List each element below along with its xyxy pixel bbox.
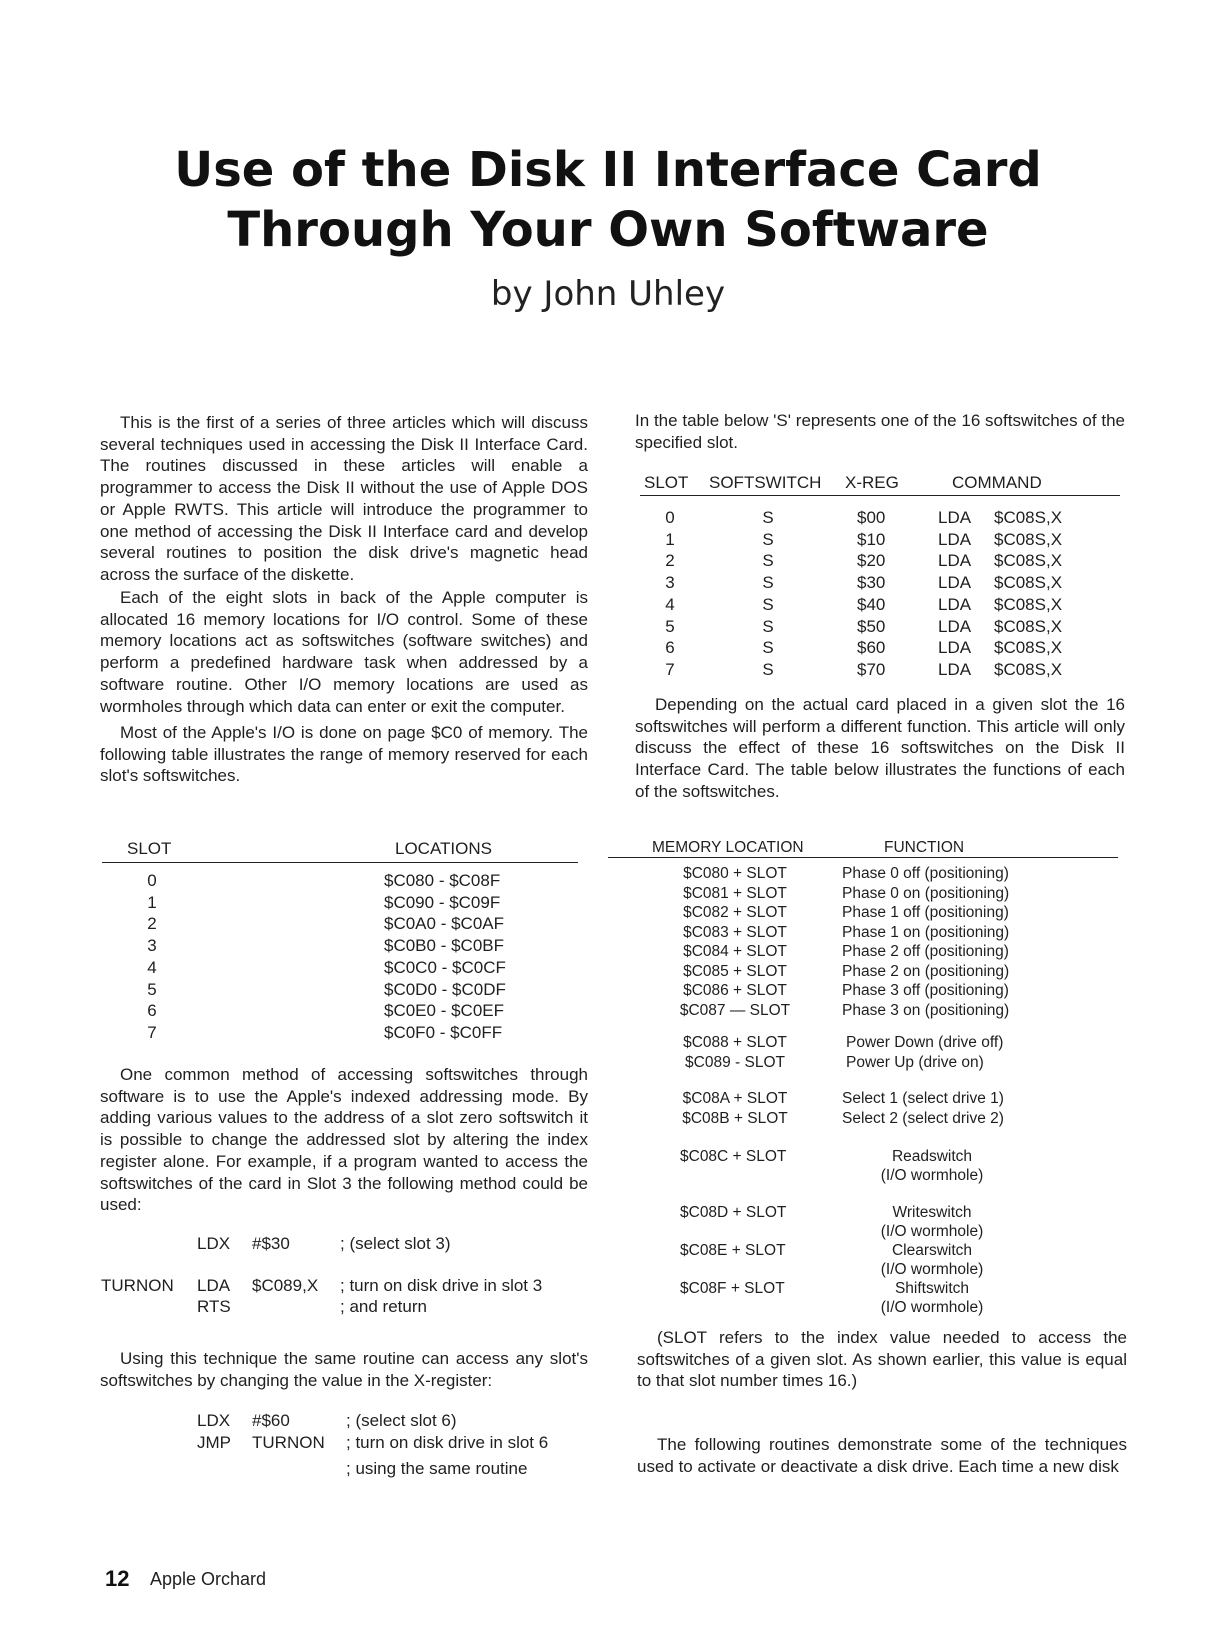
softswitch-slot-cell: 2 xyxy=(665,551,675,571)
clearswitch-name: Clearswitch xyxy=(891,1242,973,1259)
locations-slot-cell: 4 xyxy=(147,957,157,977)
softswitch-op-cell: LDA xyxy=(938,638,972,658)
softswitch-s-cell: S xyxy=(762,638,774,658)
softswitch-xreg-cell: $10 xyxy=(857,529,886,549)
phase-function-cell: Phase 0 on (positioning) xyxy=(842,884,1010,902)
technique-paragraph: Using this technique the same routine can access any slot's softswitches by changing the value in the X-register: xyxy=(100,1349,588,1390)
code2-comment: ; (select slot 6) xyxy=(346,1411,457,1430)
page-c0-paragraph: Most of the Apple's I/O is done on page $C0 of memory. The following table illustrates the range of memory reserved for each slot's softswitches. xyxy=(100,723,588,786)
phase-function-cell: Phase 1 on (positioning) xyxy=(842,923,1010,941)
softswitch-op-cell: LDA xyxy=(938,508,972,527)
select-function-cell: Select 2 (select drive 2) xyxy=(842,1109,1004,1127)
clearswitch-location: $C08E + SLOT xyxy=(680,1242,786,1259)
phase-location-cell: $C087 — SLOT xyxy=(679,1001,791,1019)
intro-paragraph: This is the first of a series of three articles which will discuss several techniques used in accessing the Disk II Interface Card. The routines discussed in these articles will enable a programmer to access the Disk II without the use of Apple DOS or Apple RWTS. This article will introduce the programmer to one method of accessing the Disk II Interface card and develop several routines to position the disk drive's magnetic head across the surface of the diskette. xyxy=(100,413,588,584)
writeswitch-note: (I/O wormhole) xyxy=(880,1223,984,1240)
page-number: 12 xyxy=(105,1566,130,1591)
code1-label: TURNON xyxy=(101,1276,174,1295)
power-location-cell: $C089 - SLOT xyxy=(685,1053,785,1071)
phase-function-cell: Phase 0 off (positioning) xyxy=(842,865,1009,882)
softswitch-xreg-cell: $20 xyxy=(857,551,886,571)
code1-comment: ; turn on disk drive in slot 3 xyxy=(340,1276,543,1295)
softswitch-op-cell: LDA xyxy=(938,594,972,614)
phase-function-cell: Phase 2 off (positioning) xyxy=(842,943,1009,960)
select-location-column xyxy=(660,1089,810,1128)
article-title-line2: Through Your Own Software xyxy=(227,202,989,258)
article-title-line1: Use of the Disk II Interface Card xyxy=(174,142,1042,198)
phase-location-cell: $C085 + SLOT xyxy=(683,962,787,980)
softswitch-s-cell: S xyxy=(762,551,774,571)
select-location-cell: $C08B + SLOT xyxy=(682,1109,788,1127)
locations-range-cell: $C080 - $C08F xyxy=(384,871,501,890)
power-function-column xyxy=(846,1033,1046,1072)
softswitch-s-cell: S xyxy=(762,529,774,549)
clearswitch-note: (I/O wormhole) xyxy=(880,1261,984,1278)
code2-arg: #$60 xyxy=(252,1411,290,1430)
softswitch-operand-cell: $C08S,X xyxy=(994,573,1063,593)
code1-comment: ; and return xyxy=(340,1297,427,1316)
softswitch-xreg-cell: $60 xyxy=(857,638,886,658)
softswitch-s-cell: S xyxy=(762,573,774,593)
locations-range-cell: $C0A0 - $C0AF xyxy=(384,914,504,934)
select-function-column xyxy=(842,1089,1042,1128)
softswitch-operand-column xyxy=(994,507,1084,681)
code1-arg: $C089,X xyxy=(252,1276,319,1295)
readswitch-name: Readswitch xyxy=(891,1148,973,1165)
softswitch-slot-cell: 1 xyxy=(665,529,675,549)
softswitch-xreg-cell: $40 xyxy=(857,594,886,614)
code1-comment: ; (select slot 3) xyxy=(340,1234,451,1253)
locations-range-cell: $C0C0 - $C0CF xyxy=(384,957,506,977)
phase-location-cell: $C080 + SLOT xyxy=(683,865,787,882)
softswitch-s-column xyxy=(756,507,780,681)
phase-location-cell: $C086 + SLOT xyxy=(683,982,787,999)
locations-header-slot: SLOT xyxy=(127,839,172,858)
softswitch-slot-cell: 3 xyxy=(665,573,675,593)
softswitch-operand-cell: $C08S,X xyxy=(994,594,1063,614)
locations-range-cell: $C0B0 - $C0BF xyxy=(384,936,504,956)
softswitch-op-cell: LDA xyxy=(938,616,972,636)
code1-op: RTS xyxy=(197,1297,231,1316)
slots-paragraph: Each of the eight slots in back of the Apple computer is allocated 16 memory locations for I/O control. Some of these memory locations act as softswitches (software switches) and perform a predefined hardware task when addressed by a software routine. Other I/O memory locations are used as wormholes through which data can enter or exit the computer. xyxy=(100,588,588,716)
table-intro-paragraph: In the table below 'S' represents one of the 16 softswitches of the specified slot. xyxy=(635,411,1125,452)
softswitch-xreg-column xyxy=(857,507,907,681)
locations-range-column xyxy=(384,870,544,1044)
code2-arg: TURNON xyxy=(252,1433,325,1452)
code1-arg: #$30 xyxy=(252,1234,290,1253)
readswitch-note: (I/O wormhole) xyxy=(880,1167,984,1184)
phase-location-cell: $C081 + SLOT xyxy=(683,884,787,902)
phase-function-column xyxy=(842,864,1042,1020)
softswitch-header-rule xyxy=(640,495,1120,496)
softswitch-slot-cell: 4 xyxy=(665,594,675,614)
functions-paragraph: Depending on the actual card placed in a given slot the 16 softswitches will perform a different function. This article will only discuss the effect of these 16 softswitches on the Disk II Interface Card. The table below illustrates the functions of each of the softswitches. xyxy=(635,695,1125,801)
softswitch-operand-cell: $C08S,X xyxy=(994,638,1063,658)
locations-header-rule xyxy=(102,862,578,863)
softswitch-header-softswitch: SOFTSWITCH xyxy=(709,473,822,492)
softswitch-xreg-cell: $30 xyxy=(857,573,886,593)
locations-range-cell: $C0E0 - $C0EF xyxy=(384,1001,504,1021)
softswitch-slot-cell: 5 xyxy=(665,616,675,636)
locations-slot-cell: 2 xyxy=(147,914,157,934)
locations-slot-cell: 5 xyxy=(147,979,157,999)
function-header-memory: MEMORY LOCATION xyxy=(652,839,804,856)
shiftswitch-name: Shiftswitch xyxy=(894,1280,970,1297)
softswitch-header-slot: SLOT xyxy=(644,473,689,492)
softswitch-slot-cell: 6 xyxy=(665,638,675,658)
softswitch-operand-cell: $C08S,X xyxy=(994,508,1063,527)
softswitch-s-cell: S xyxy=(762,508,774,527)
power-function-cell: Power Down (drive off) xyxy=(846,1034,1004,1051)
power-function-cell: Power Up (drive on) xyxy=(846,1053,984,1071)
function-header-rule xyxy=(608,857,1118,858)
select-function-cell: Select 1 (select drive 1) xyxy=(842,1090,1004,1107)
locations-header-locations: LOCATIONS xyxy=(395,839,492,858)
article-title xyxy=(0,140,1216,260)
locations-slot-cell: 3 xyxy=(147,936,157,956)
softswitch-s-cell: S xyxy=(762,659,774,679)
code1-op: LDA xyxy=(197,1276,231,1295)
phase-function-cell: Phase 3 on (positioning) xyxy=(842,1001,1010,1019)
locations-slot-column xyxy=(130,870,174,1044)
readswitch-location: $C08C + SLOT xyxy=(680,1148,787,1165)
code2-comment: ; turn on disk drive in slot 6 xyxy=(346,1433,549,1452)
phase-function-cell: Phase 3 off (positioning) xyxy=(842,982,1009,999)
softswitch-op-cell: LDA xyxy=(938,659,972,679)
softswitch-header-command: COMMAND xyxy=(952,473,1042,492)
locations-slot-cell: 0 xyxy=(147,871,157,890)
softswitch-s-cell: S xyxy=(762,616,774,636)
writeswitch-location: $C08D + SLOT xyxy=(680,1204,787,1221)
routines-paragraph: The following routines demonstrate some of the techniques used to activate or deactivate a disk drive. Each time a new disk xyxy=(637,1435,1127,1476)
softswitch-operand-cell: $C08S,X xyxy=(994,659,1063,679)
code2-comment: ; using the same routine xyxy=(346,1459,528,1478)
softswitch-s-cell: S xyxy=(762,594,774,614)
softswitch-operand-cell: $C08S,X xyxy=(994,551,1063,571)
locations-slot-cell: 7 xyxy=(147,1022,157,1042)
locations-slot-cell: 1 xyxy=(147,892,157,912)
power-location-cell: $C088 + SLOT xyxy=(683,1034,787,1051)
magazine-name: Apple Orchard xyxy=(150,1569,267,1589)
softswitch-slot-cell: 7 xyxy=(665,659,675,679)
softswitch-operand-cell: $C08S,X xyxy=(994,616,1063,636)
slot-refers-paragraph: (SLOT refers to the index value needed to access the softswitches of a given slot. As shown earlier, this value is equal to that slot number times 16.) xyxy=(637,1328,1127,1391)
select-location-cell: $C08A + SLOT xyxy=(682,1090,788,1107)
function-header-function: FUNCTION xyxy=(884,839,965,856)
softswitch-op-cell: LDA xyxy=(938,529,972,549)
shiftswitch-location: $C08F + SLOT xyxy=(680,1280,785,1297)
softswitch-xreg-cell: $00 xyxy=(857,508,886,527)
softswitch-slot-cell: 0 xyxy=(665,508,675,527)
softswitch-header-xreg: X-REG xyxy=(845,473,899,492)
code2-op: LDX xyxy=(197,1411,231,1430)
code2-op: JMP xyxy=(197,1433,231,1452)
phase-location-cell: $C083 + SLOT xyxy=(683,923,787,941)
softswitch-xreg-cell: $50 xyxy=(857,616,886,636)
locations-range-cell: $C0D0 - $C0DF xyxy=(384,979,506,999)
softswitch-slot-column xyxy=(658,507,682,681)
locations-range-cell: $C0F0 - $C0FF xyxy=(384,1022,503,1042)
softswitch-op-cell: LDA xyxy=(938,573,972,593)
phase-location-cell: $C084 + SLOT xyxy=(683,943,787,960)
byline: by John Uhley xyxy=(490,274,726,314)
phase-location-column xyxy=(660,864,810,1020)
softswitch-operand-cell: $C08S,X xyxy=(994,529,1063,549)
phase-location-cell: $C082 + SLOT xyxy=(683,904,787,921)
phase-function-cell: Phase 1 off (positioning) xyxy=(842,904,1009,921)
softswitch-op-column xyxy=(938,507,982,681)
phase-function-cell: Phase 2 on (positioning) xyxy=(842,962,1010,980)
writeswitch-name: Writeswitch xyxy=(892,1204,972,1221)
power-location-column xyxy=(660,1033,810,1072)
locations-range-cell: $C090 - $C09F xyxy=(384,892,501,912)
softswitch-xreg-cell: $70 xyxy=(857,659,886,679)
shiftswitch-note: (I/O wormhole) xyxy=(880,1299,984,1316)
code1-op: LDX xyxy=(197,1234,231,1253)
locations-slot-cell: 6 xyxy=(147,1001,157,1021)
softswitch-op-cell: LDA xyxy=(938,551,972,571)
indexed-addressing-paragraph: One common method of accessing softswitches through software is to use the Apple's indexed addressing mode. By adding various values to the address of a slot zero softswitch it is possible to change the addressed slot by altering the index register alone. For example, if a program wanted to access the softswitches of the card in Slot 3 the following method could be used: xyxy=(100,1065,588,1215)
